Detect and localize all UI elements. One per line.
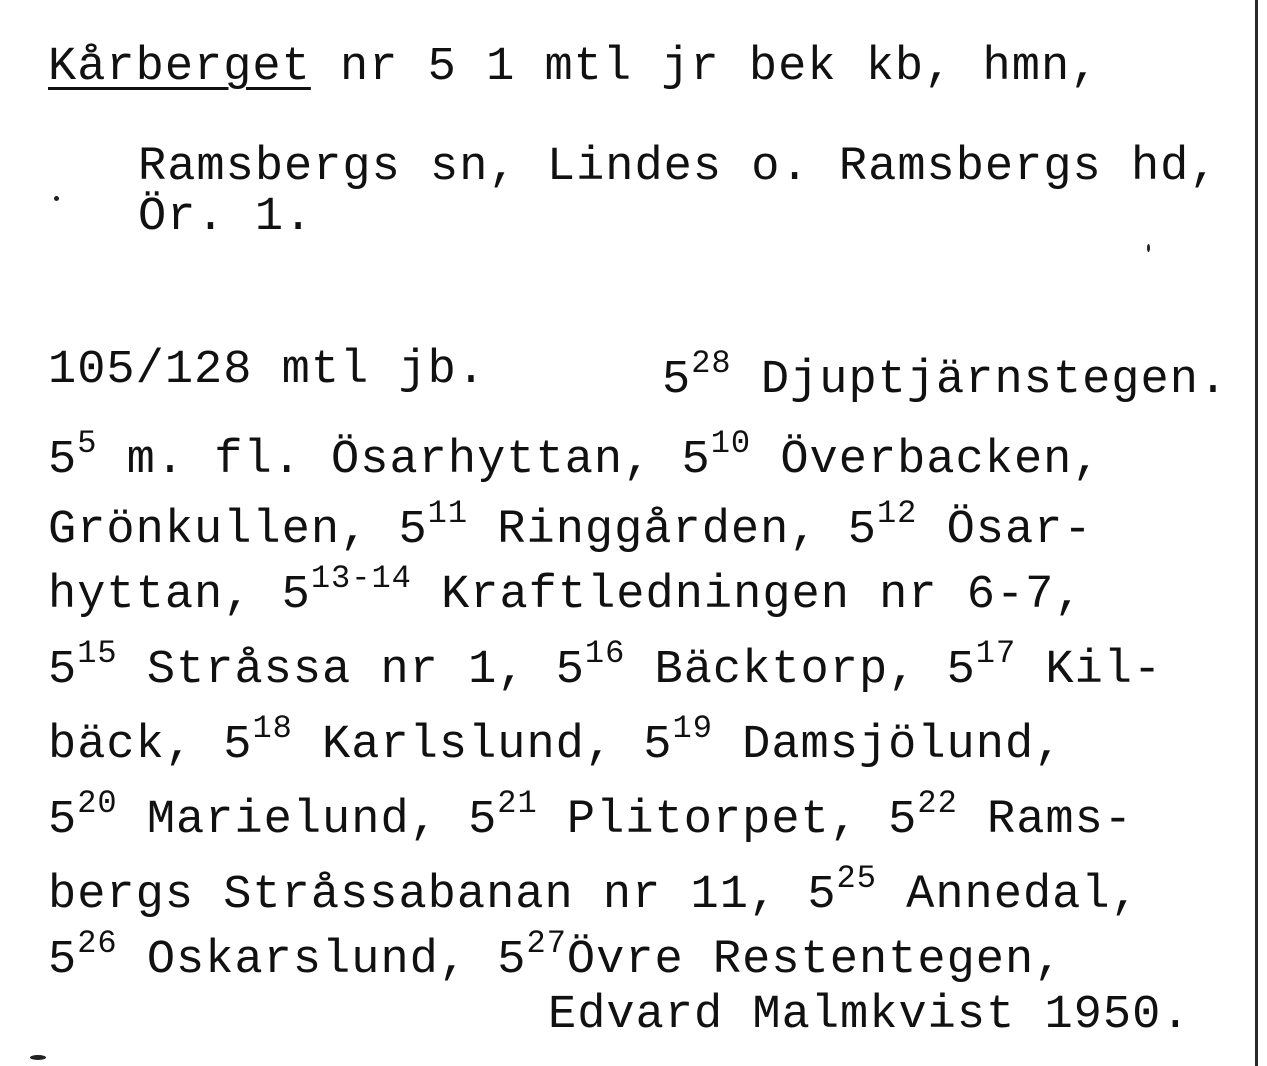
- line-text: Karlslund, 5: [292, 719, 673, 772]
- card-heading: [48, 42, 1099, 94]
- ref-superscript: 15: [77, 635, 118, 672]
- line-text: Stråssa nr 1, 5: [117, 644, 585, 697]
- line-text: Bäcktorp, 5: [625, 644, 976, 697]
- line-text: Ösar-: [917, 504, 1093, 557]
- ref-superscript: 10: [710, 425, 752, 462]
- line-text: m. fl. Ösarhyttan, 5: [97, 434, 711, 487]
- ref-text: Djuptjärnstegen.: [731, 354, 1229, 407]
- line-text: Grönkullen, 5: [48, 504, 428, 557]
- line-text: Oskarslund, 5: [117, 934, 527, 987]
- body-line: [48, 560, 1084, 622]
- body-line: [48, 925, 1064, 987]
- ref-superscript: 22: [917, 785, 958, 822]
- line-text: Annedal,: [876, 869, 1140, 922]
- heading-details: nr 5 1 mtl jr bek kb, hmn,: [310, 41, 1100, 94]
- ref-superscript: 12: [876, 495, 918, 532]
- line-text: Övre Restentegen,: [566, 934, 1064, 987]
- ref-superscript: 16: [584, 635, 626, 672]
- ref-superscript: 27: [526, 925, 567, 962]
- ink-speck: [30, 1055, 46, 1060]
- body-first-line-right: [662, 345, 1229, 407]
- ink-speck: [1147, 244, 1150, 252]
- ref-superscript: 26: [77, 925, 118, 962]
- ref-sup: 28: [691, 345, 732, 382]
- body-line: [48, 860, 1140, 922]
- line-text: Kraftledningen nr 6-7,: [411, 569, 1084, 622]
- ref-superscript: 20: [77, 785, 118, 822]
- ref-superscript: 18: [252, 710, 293, 747]
- body-line: [48, 785, 1134, 847]
- line-text: 5: [48, 434, 78, 487]
- line-text: Marielund, 5: [117, 794, 498, 847]
- card-edge: [1255, 0, 1258, 1066]
- ref-superscript: 13-14: [310, 560, 412, 597]
- line-text: Ringgården, 5: [468, 504, 877, 557]
- ref-base: 5: [662, 354, 692, 407]
- body-line: [48, 635, 1163, 697]
- line-text: Rams-: [957, 794, 1134, 847]
- line-text: bergs Stråssabanan nr 11, 5: [48, 869, 837, 922]
- signature-line: Edvard Malmkvist 1950.: [548, 989, 1191, 1042]
- body-line: [48, 495, 1093, 557]
- body-line: [48, 425, 1102, 487]
- line-text: hyttan, 5: [48, 569, 311, 622]
- line-text: Överbacken,: [751, 434, 1102, 487]
- ref-superscript: 5: [77, 425, 98, 462]
- line-text: bäck, 5: [48, 719, 253, 772]
- line-text: Damsjölund,: [712, 719, 1064, 772]
- line-text: 5: [48, 644, 78, 697]
- ink-speck: [54, 196, 59, 201]
- location-line-2: Ör. 1.: [138, 191, 314, 244]
- line-text: Kil-: [1016, 644, 1163, 697]
- line-text: Plitorpet, 5: [537, 794, 918, 847]
- ref-superscript: 17: [975, 635, 1017, 672]
- place-name: Kårberget: [48, 41, 311, 94]
- line-text: 5: [48, 934, 78, 987]
- ref-superscript: 19: [672, 710, 713, 747]
- ref-superscript: 21: [497, 785, 538, 822]
- line-text: 5: [48, 794, 78, 847]
- ref-superscript: 11: [427, 495, 469, 532]
- body-line: [48, 710, 1064, 772]
- ref-superscript: 25: [836, 860, 877, 897]
- location-line-1: Ramsbergs sn, Lindes o. Ramsbergs hd,: [138, 141, 1219, 194]
- body-first-line: 105/128 mtl jb.: [48, 344, 487, 397]
